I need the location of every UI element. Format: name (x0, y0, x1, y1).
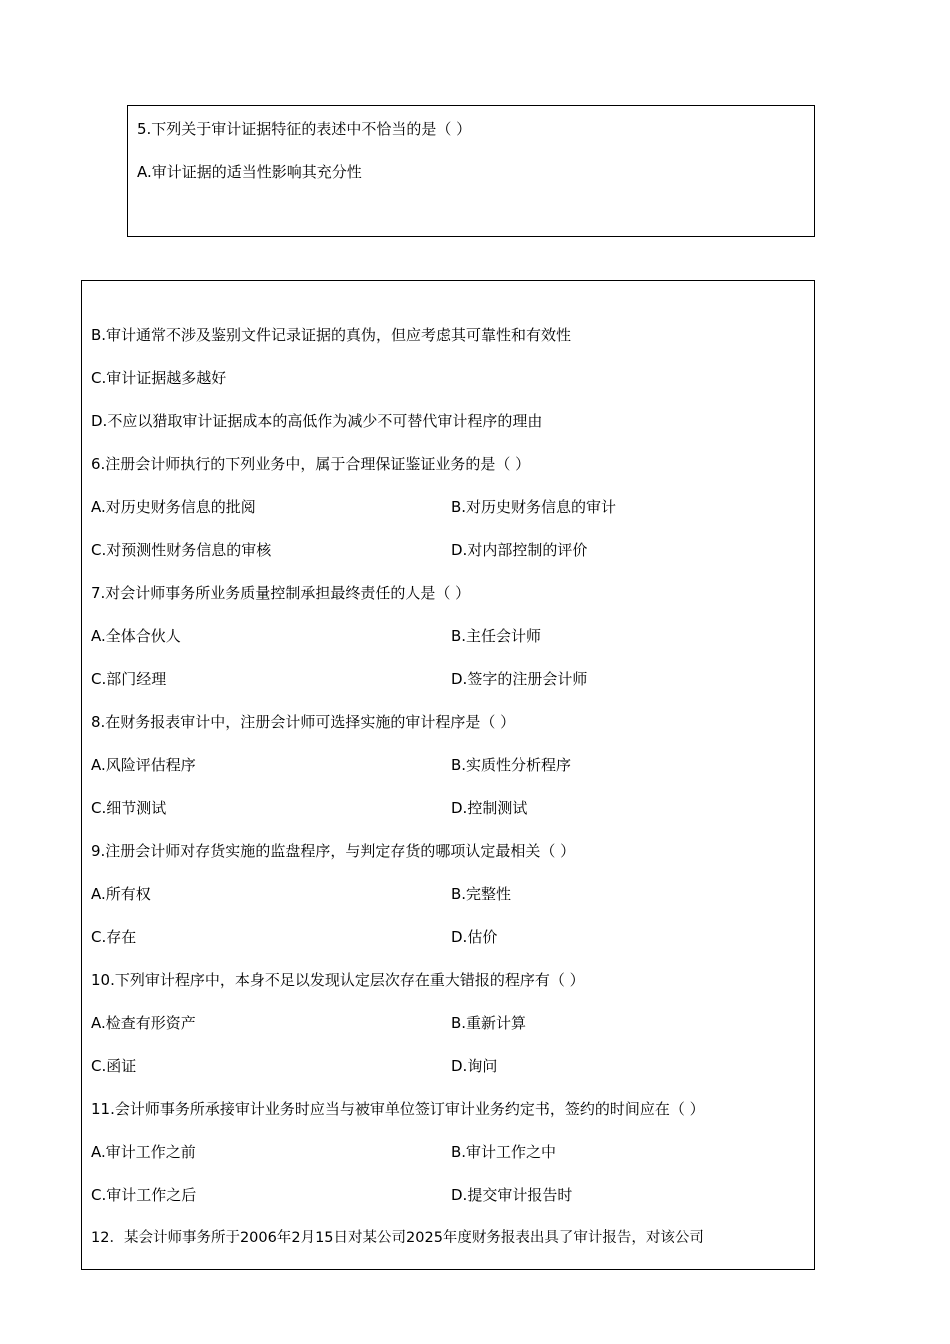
question-9-options-ab (91, 884, 791, 904)
question-11-options-ab (91, 1142, 791, 1162)
question-7-options-cd (91, 669, 791, 689)
question-10-options-cd (91, 1056, 791, 1076)
question-6-option-d: D.对内部控制的评价 (451, 541, 588, 559)
question-7-option-a: A.全体合伙人 (91, 627, 181, 645)
question-10-option-a: A.检查有形资产 (91, 1014, 196, 1032)
question-11-option-c: C.审计工作之后 (91, 1186, 197, 1204)
question-8-option-a: A.风险评估程序 (91, 756, 196, 774)
question-9-option-a: A.所有权 (91, 885, 151, 903)
question-8: 8.在财务报表审计中，注册会计师可选择实施的审计程序是（ ） (91, 713, 516, 731)
question-6-options-ab (91, 497, 791, 517)
question-7: 7.对会计师事务所业务质量控制承担最终责任的人是（ ） (91, 584, 471, 602)
question-7-option-c: C.部门经理 (91, 670, 167, 688)
question-5-option-d: D.不应以猎取审计证据成本的高低作为减少不可替代审计程序的理由 (91, 412, 543, 430)
question-5-option-b: B.审计通常不涉及鉴别文件记录证据的真伪，但应考虑其可靠性和有效性 (91, 326, 572, 344)
question-12: 12．某会计师事务所于2006年2月15日对某公司2025年度财务报表出具了审计报告，对该公司 (91, 1230, 704, 1246)
question-11-option-b: B.审计工作之中 (451, 1143, 557, 1161)
question-7-option-d: D.签字的注册会计师 (451, 670, 588, 688)
question-9-option-c: C.存在 (91, 928, 137, 946)
question-9: 9.注册会计师对存货实施的监盘程序，与判定存货的哪项认定最相关（ ） (91, 842, 576, 860)
question-6-option-a: A.对历史财务信息的批阅 (91, 498, 256, 516)
question-11: 11.会计师事务所承接审计业务时应当与被审单位签订审计业务约定书，签约的时间应在（ ） (91, 1100, 705, 1118)
question-7-option-b: B.主任会计师 (451, 627, 542, 645)
question-6-option-b: B.对历史财务信息的审计 (451, 498, 617, 516)
question-8-options-ab (91, 755, 791, 775)
question-6-option-c: C.对预测性财务信息的审核 (91, 541, 272, 559)
question-8-option-b: B.实质性分析程序 (451, 756, 572, 774)
question-10: 10.下列审计程序中，本身不足以发现认定层次存在重大错报的程序有（ ） (91, 971, 585, 989)
question-11-option-a: A.审计工作之前 (91, 1143, 196, 1161)
question-11-option-d: D.提交审计报告时 (451, 1186, 573, 1204)
question-7-options-ab (91, 626, 791, 646)
question-6-options-cd (91, 540, 791, 560)
question-10-option-d: D.询问 (451, 1057, 498, 1075)
question-10-option-b: B.重新计算 (451, 1014, 527, 1032)
question-5-option-a: A.审计证据的适当性影响其充分性 (137, 163, 362, 181)
question-9-option-b: B.完整性 (451, 885, 512, 903)
question-6: 6.注册会计师执行的下列业务中，属于合理保证鉴证业务的是（ ） (91, 455, 531, 473)
question-11-options-cd (91, 1185, 791, 1205)
question-10-options-ab (91, 1013, 791, 1033)
question-box-main (81, 280, 815, 1270)
question-9-option-d: D.估价 (451, 928, 498, 946)
question-8-option-d: D.控制测试 (451, 799, 528, 817)
question-5-option-c: C.审计证据越多越好 (91, 369, 227, 387)
question-9-options-cd (91, 927, 791, 947)
question-8-option-c: C.细节测试 (91, 799, 167, 817)
question-8-options-cd (91, 798, 791, 818)
question-box-top (127, 105, 815, 237)
question-10-option-c: C.函证 (91, 1057, 137, 1075)
question-5: 5.下列关于审计证据特征的表述中不恰当的是（ ） (137, 120, 472, 138)
